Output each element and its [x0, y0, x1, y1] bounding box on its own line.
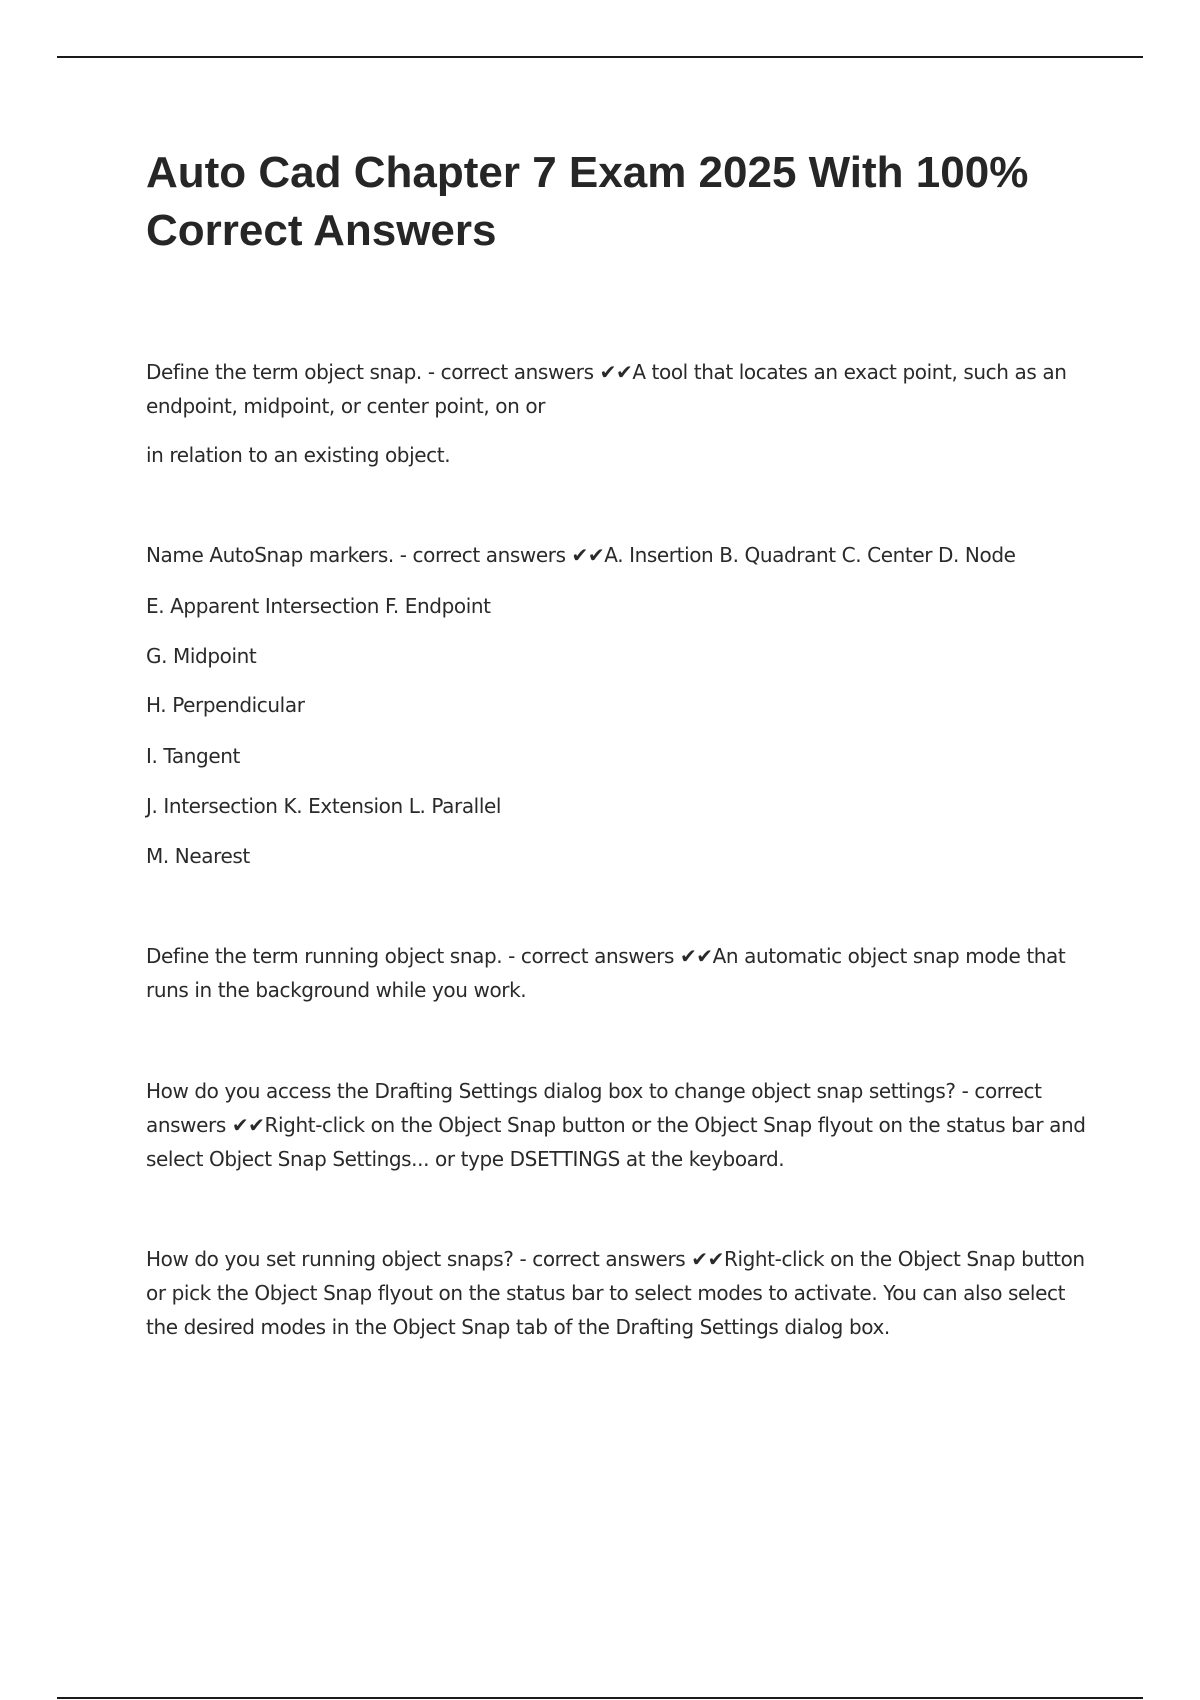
- qa-set-running-object-snaps: How do you set running object snaps? - correct answers ✔✔Right-click on the Object Snap button or pick the Object Snap flyout on the status bar to select modes to activate. You can also select the desired modes in the Object Snap tab of the Drafting Settings dialog box.: [146, 1247, 1085, 1339]
- autosnap-marker-line: H. Perpendicular: [146, 693, 305, 717]
- footer-rule: [57, 1697, 1143, 1699]
- qa-definition-object-snap-continued: in relation to an existing object.: [146, 443, 451, 467]
- autosnap-marker-line: M. Nearest: [146, 844, 250, 868]
- document-title: Auto Cad Chapter 7 Exam 2025 With 100% Correct Answers: [146, 148, 1029, 255]
- qa-definition-object-snap: Define the term object snap. - correct answers ✔✔A tool that locates an exact point, such as an endpoint, midpoint, or center point, on or: [146, 360, 1067, 418]
- qa-running-object-snap: Define the term running object snap. - correct answers ✔✔An automatic object snap mode that runs in the background while you work.: [146, 944, 1066, 1002]
- autosnap-marker-line: E. Apparent Intersection F. Endpoint: [146, 594, 491, 618]
- qa-drafting-settings-access: How do you access the Drafting Settings dialog box to change object snap settings? - correct answers ✔✔Right-click on the Object Snap button or the Object Snap flyout on the status bar and select Object Snap Settings... or type DSETTINGS at the keyboard.: [146, 1079, 1086, 1171]
- autosnap-marker-line: J. Intersection K. Extension L. Parallel: [146, 794, 502, 818]
- autosnap-marker-line: G. Midpoint: [146, 644, 257, 668]
- autosnap-marker-line: I. Tangent: [146, 744, 240, 768]
- qa-autosnap-markers: Name AutoSnap markers. - correct answers ✔✔A. Insertion B. Quadrant C. Center D. Node: [146, 543, 1016, 567]
- header-rule: [57, 56, 1143, 58]
